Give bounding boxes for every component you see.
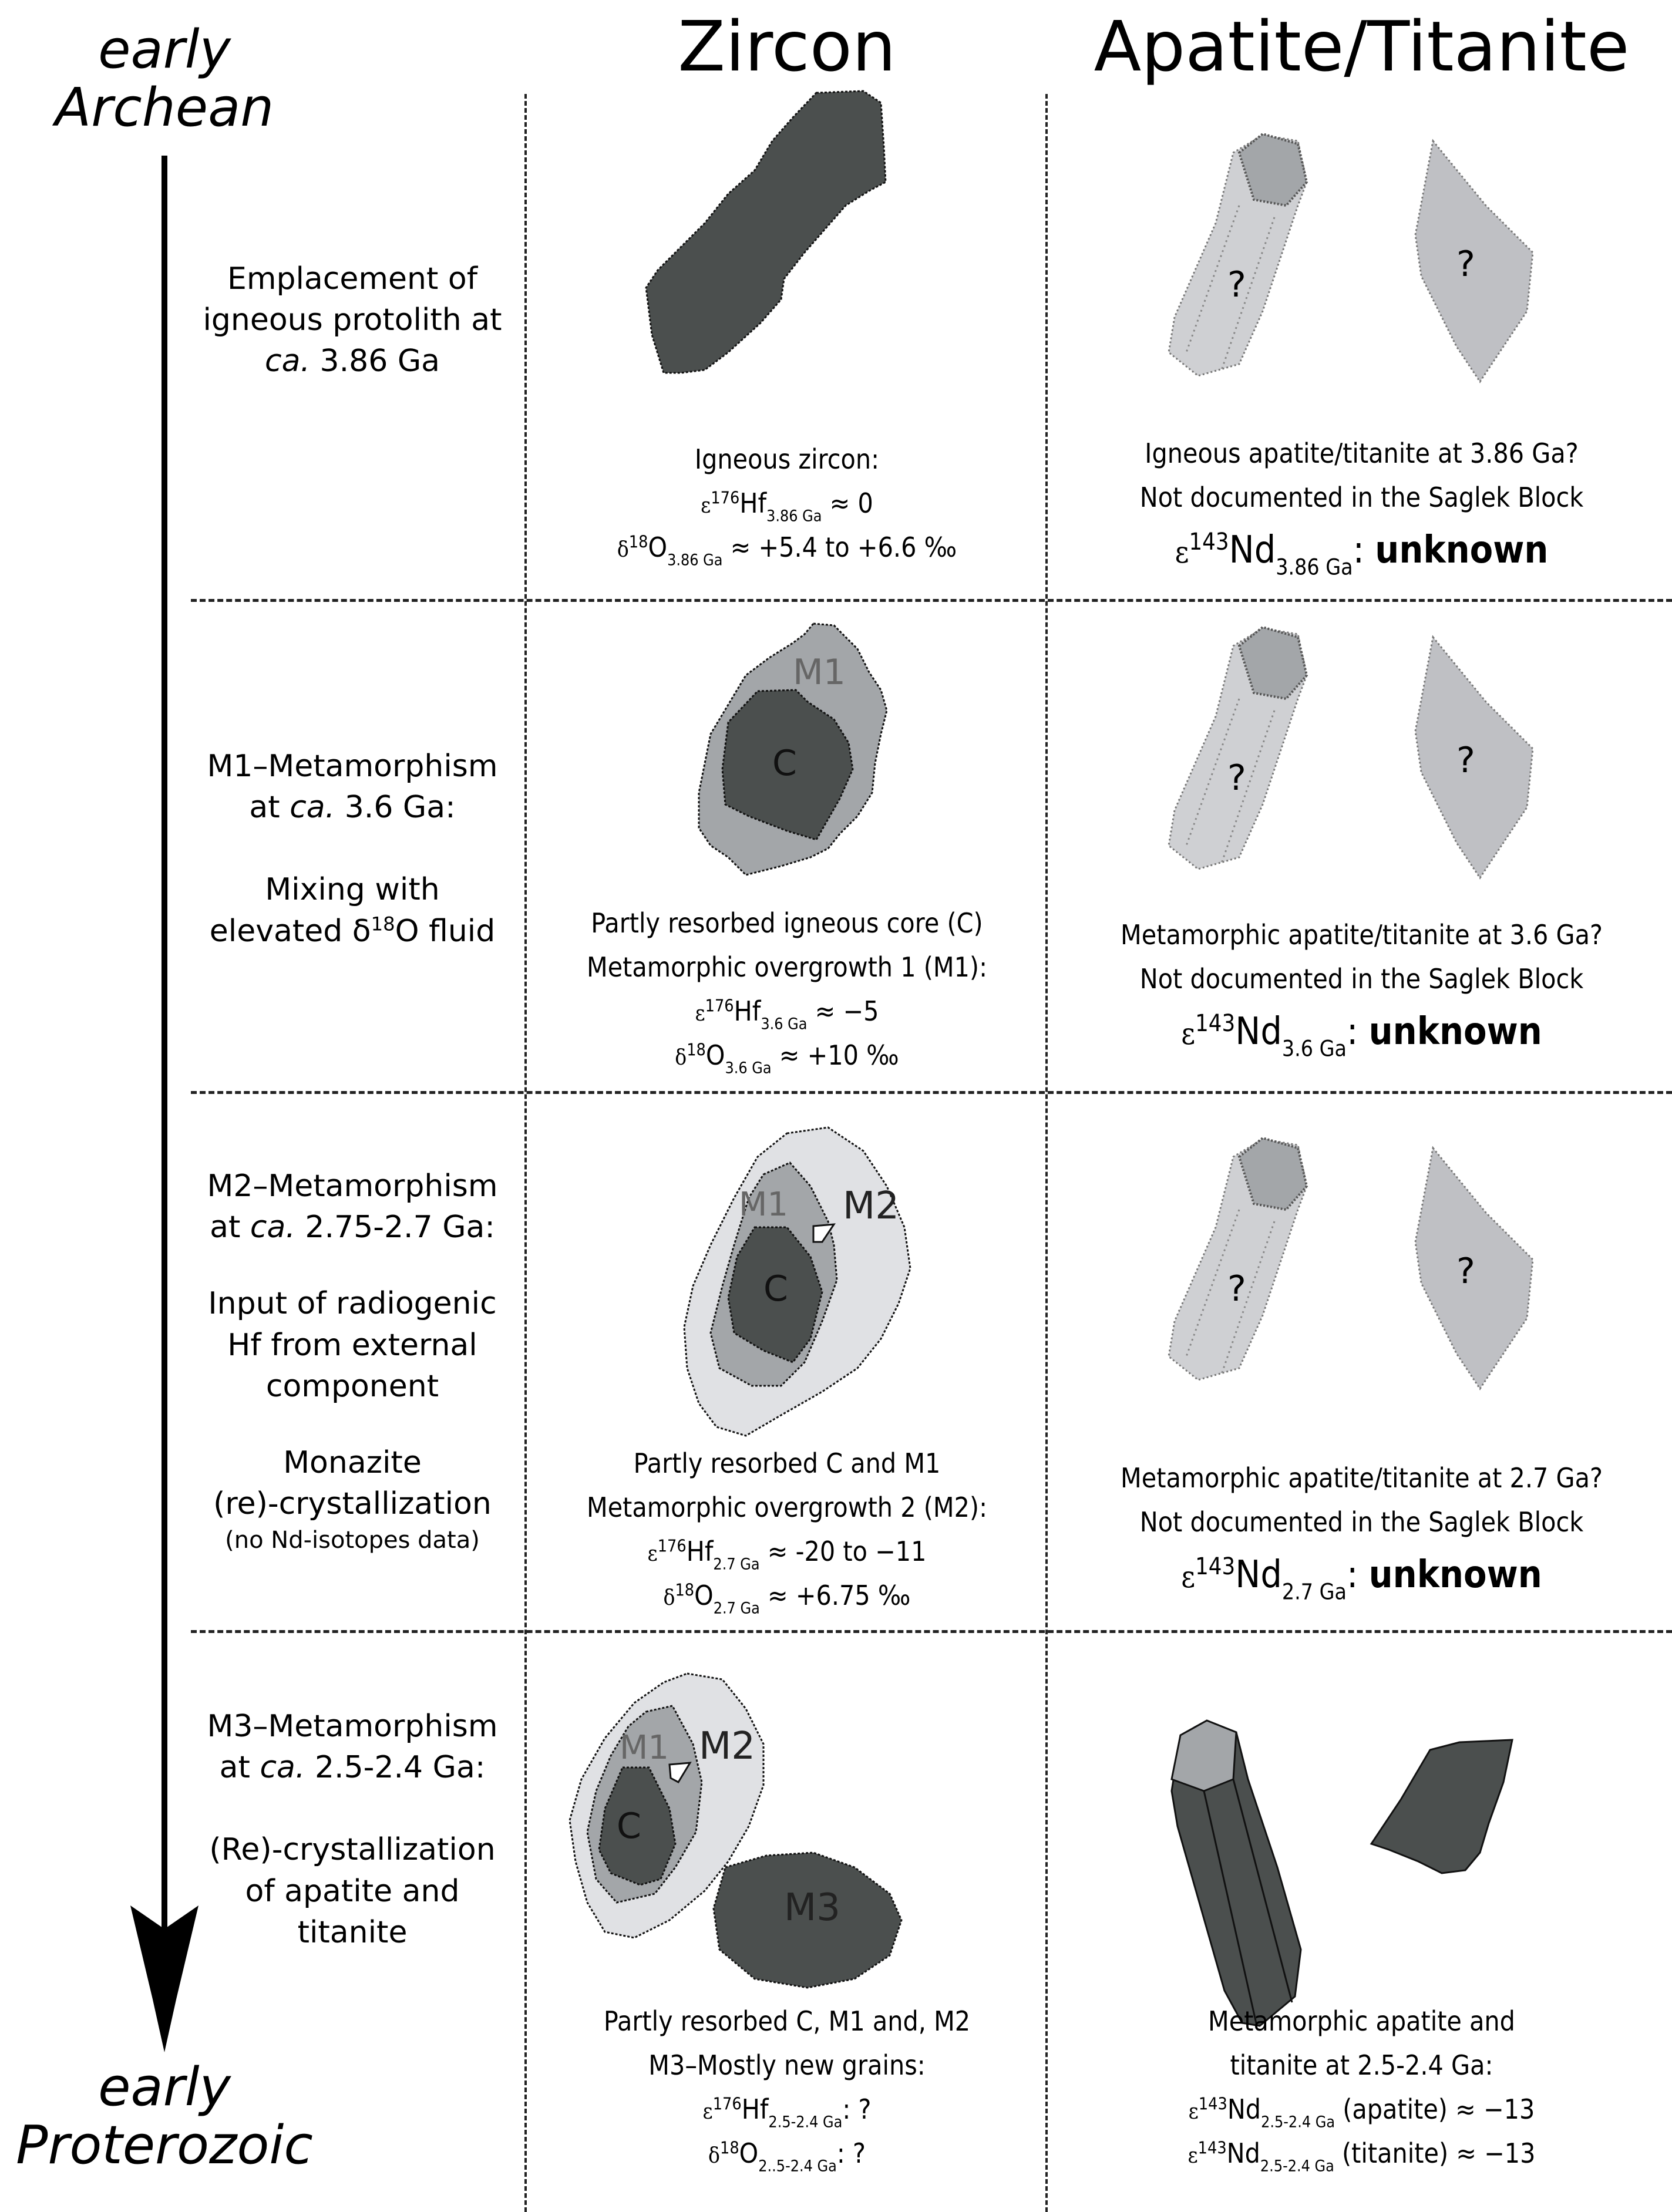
unknown-mark: ? bbox=[1227, 1268, 1246, 1309]
phase-age: 2.5-2.4 Ga: bbox=[305, 1750, 486, 1786]
phase-text: Emplacement of bbox=[227, 261, 478, 297]
nd-value: (apatite) ≈ −13 bbox=[1335, 2093, 1535, 2125]
core-label: C bbox=[772, 743, 797, 784]
phase-text: O fluid bbox=[395, 913, 496, 949]
delta-symbol: δ bbox=[663, 1584, 675, 1610]
apatite-row4-caption bbox=[1082, 1999, 1641, 2176]
nd-isotope-line bbox=[1082, 520, 1641, 581]
age-subscript: 3.86 Ga bbox=[667, 551, 723, 570]
unknown-mark: ? bbox=[1456, 244, 1475, 285]
titanite-wedge-grain-icon bbox=[1409, 1142, 1562, 1400]
element: Hf bbox=[741, 2093, 769, 2125]
era-early-top: early bbox=[98, 19, 231, 80]
zircon-row3-caption bbox=[554, 1442, 1020, 1618]
hf-isotope-line bbox=[554, 2088, 1020, 2132]
phase-text: at bbox=[249, 790, 290, 826]
phase-text: elevated δ bbox=[209, 913, 371, 949]
element: O bbox=[648, 531, 668, 563]
element: Nd bbox=[1229, 528, 1276, 572]
ca-italic: ca. bbox=[250, 1210, 295, 1245]
mass-number: 18 bbox=[687, 1040, 706, 1060]
element: Nd bbox=[1227, 2093, 1261, 2125]
core-label: C bbox=[617, 1806, 641, 1847]
column-header-apatite-titanite: Apatite/Titanite bbox=[1094, 6, 1630, 87]
zircon-m1-m2-grain-icon bbox=[634, 1110, 963, 1439]
timeline-end-label bbox=[0, 2058, 329, 2174]
phase-text bbox=[176, 1747, 529, 1788]
epsilon-symbol: ε bbox=[647, 1540, 658, 1566]
phase-note: (no Nd-isotopes data) bbox=[225, 1527, 480, 1554]
mass-number: 143 bbox=[1195, 1553, 1236, 1581]
nd-value: unknown bbox=[1368, 1009, 1542, 1053]
mass-number: 176 bbox=[705, 996, 734, 1016]
row-divider-3 bbox=[191, 1630, 1672, 1633]
colon: : bbox=[1353, 528, 1375, 572]
mass-number: 176 bbox=[657, 1536, 687, 1556]
caption-line: Partly resorbed C, M1 and, M2 bbox=[603, 2005, 971, 2037]
phase-text: M2–Metamorphism bbox=[207, 1169, 498, 1204]
igneous-zircon-grain-icon bbox=[617, 76, 981, 440]
hf-value: : ? bbox=[842, 2093, 872, 2125]
age-subscript: 2.5-2.4 Ga bbox=[1261, 2113, 1335, 2132]
nd-apatite-line bbox=[1082, 2088, 1641, 2132]
apatite-prism-grain-icon bbox=[1157, 117, 1392, 411]
nd-titanite-line bbox=[1082, 2132, 1641, 2176]
element: Hf bbox=[739, 487, 767, 519]
nd-value: (titanite) ≈ −13 bbox=[1334, 2137, 1536, 2169]
phase-text: at bbox=[210, 1210, 250, 1245]
unknown-mark: ? bbox=[1456, 740, 1475, 781]
colon: : bbox=[1346, 1553, 1369, 1597]
element: O bbox=[694, 1579, 714, 1611]
core-label: C bbox=[763, 1268, 788, 1309]
epsilon-symbol: ε bbox=[1187, 2142, 1198, 2168]
phase-text bbox=[176, 911, 529, 952]
age-subscript: 3.86 Ga bbox=[766, 507, 822, 526]
apatite-row2-caption bbox=[1082, 913, 1641, 1062]
phase-text: igneous protolith at bbox=[203, 302, 502, 338]
caption-line: Not documented in the Saglek Block bbox=[1139, 481, 1584, 513]
apatite-prism-grain-icon bbox=[1157, 1122, 1392, 1415]
epsilon-symbol: ε bbox=[1181, 1559, 1196, 1595]
phase-m1-metamorphism bbox=[176, 746, 529, 952]
caption-line: Partly resorbed igneous core (C) bbox=[591, 907, 983, 939]
phase-text: at bbox=[219, 1750, 260, 1786]
phase-age: 2.75-2.7 Ga: bbox=[295, 1210, 495, 1245]
phase-text: Monazite bbox=[283, 1445, 422, 1480]
phase-m3-metamorphism bbox=[176, 1706, 529, 1953]
age-subscript: 3.86 Ga bbox=[1276, 554, 1353, 580]
mass-number: 18 bbox=[628, 532, 648, 552]
hf-isotope-line bbox=[554, 482, 1020, 526]
o-isotope-line bbox=[554, 2132, 1020, 2176]
age-subscript: 3.6 Ga bbox=[725, 1059, 772, 1078]
element: Hf bbox=[734, 995, 761, 1027]
nd-value: unknown bbox=[1375, 528, 1549, 572]
o-value: ≈ +5.4 to +6.6 ‰ bbox=[722, 531, 957, 563]
age-subscript: 3.6 Ga bbox=[1281, 1036, 1347, 1062]
age-subscript: 2.7 Ga bbox=[713, 1555, 760, 1574]
titanite-wedge-grain-icon bbox=[1409, 135, 1562, 393]
zircon-row4-caption bbox=[554, 1999, 1020, 2176]
zircon-row1-caption bbox=[554, 437, 1020, 570]
caption-line: Metamorphic apatite and bbox=[1208, 2005, 1515, 2037]
phase-text: Mixing with bbox=[265, 872, 440, 908]
mass-number: 176 bbox=[712, 2094, 742, 2114]
hf-isotope-line bbox=[554, 1530, 1020, 1574]
zircon-m3-new-grain-icon bbox=[702, 1844, 913, 1996]
epsilon-symbol: ε bbox=[1175, 534, 1189, 570]
o-isotope-line bbox=[554, 1033, 1020, 1078]
epsilon-symbol: ε bbox=[1181, 1016, 1196, 1052]
element: Nd bbox=[1235, 1009, 1282, 1053]
caption-title: Igneous zircon: bbox=[694, 443, 880, 475]
m2-label: M2 bbox=[699, 1725, 755, 1768]
zircon-row2-caption bbox=[554, 901, 1020, 1078]
ca-italic: ca. bbox=[290, 790, 335, 826]
colon: : bbox=[1346, 1009, 1369, 1053]
phase-age: 3.6 Ga: bbox=[335, 790, 456, 826]
element: Nd bbox=[1226, 2137, 1260, 2169]
unknown-mark: ? bbox=[1456, 1251, 1475, 1292]
titanite-wedge-grain-icon bbox=[1409, 631, 1562, 890]
apatite-prism-grain-icon bbox=[1157, 611, 1392, 904]
phase-text: (Re)-crystallization bbox=[209, 1832, 496, 1868]
mass-number: 176 bbox=[711, 488, 740, 508]
mass-number: 143 bbox=[1195, 1010, 1236, 1038]
era-early-bottom: early bbox=[98, 2056, 231, 2118]
caption-line: Partly resorbed C and M1 bbox=[633, 1447, 941, 1479]
caption-line: Igneous apatite/titanite at 3.86 Ga? bbox=[1145, 437, 1579, 469]
phase-text bbox=[176, 341, 529, 382]
epsilon-symbol: ε bbox=[702, 2098, 713, 2124]
mass-number: 18 bbox=[719, 2138, 739, 2158]
phase-text: Hf from external bbox=[227, 1327, 477, 1363]
epsilon-symbol: ε bbox=[695, 1000, 705, 1026]
age-subscript: 2.7 Ga bbox=[1281, 1579, 1347, 1605]
delta-symbol: δ bbox=[617, 536, 629, 562]
era-archean: Archean bbox=[55, 77, 274, 139]
m2-label: M2 bbox=[843, 1184, 899, 1228]
nd-value: unknown bbox=[1368, 1553, 1542, 1597]
o-value: : ? bbox=[836, 2137, 866, 2169]
unknown-mark: ? bbox=[1227, 757, 1246, 799]
m1-label: M1 bbox=[620, 1729, 669, 1767]
age-subscript: 3.6 Ga bbox=[761, 1015, 808, 1033]
delta-symbol: δ bbox=[675, 1044, 687, 1070]
mass-number: 143 bbox=[1197, 2138, 1227, 2158]
o-isotope-line bbox=[554, 1574, 1020, 1618]
unknown-mark: ? bbox=[1227, 264, 1246, 305]
m3-label: M3 bbox=[784, 1886, 840, 1930]
m1-label: M1 bbox=[793, 652, 846, 693]
caption-line: Not documented in the Saglek Block bbox=[1139, 1506, 1584, 1538]
phase-text: M1–Metamorphism bbox=[207, 749, 498, 784]
era-proterozoic: Proterozoic bbox=[16, 2115, 313, 2176]
delta-symbol: δ bbox=[708, 2142, 720, 2168]
phase-text: of apatite and bbox=[245, 1873, 460, 1909]
row-divider-1 bbox=[191, 599, 1672, 602]
caption-line: Metamorphic overgrowth 2 (M2): bbox=[586, 1491, 988, 1523]
timeline-start-label bbox=[0, 21, 329, 137]
phase-text: (re)-crystallization bbox=[213, 1486, 492, 1522]
phase-text: Input of radiogenic bbox=[208, 1286, 497, 1322]
phase-text: titanite bbox=[297, 1914, 408, 1950]
hf-value: ≈ −5 bbox=[807, 995, 879, 1027]
element: O bbox=[705, 1039, 725, 1071]
phase-text bbox=[176, 1207, 529, 1248]
o-value: ≈ +6.75 ‰ bbox=[759, 1579, 911, 1611]
hf-isotope-line bbox=[554, 989, 1020, 1033]
phase-m2-metamorphism bbox=[176, 1166, 529, 1556]
phase-text bbox=[176, 787, 529, 828]
element: Nd bbox=[1235, 1553, 1282, 1597]
age-subscript: 2..5-2.4 Ga bbox=[758, 2157, 837, 2176]
caption-line: Metamorphic apatite/titanite at 2.7 Ga? bbox=[1121, 1462, 1603, 1494]
o-isotope-line bbox=[554, 526, 1020, 570]
titanite-metamorphic-wedge-icon bbox=[1365, 1735, 1530, 1900]
phase-text: M3–Metamorphism bbox=[207, 1709, 498, 1744]
o-value: ≈ +10 ‰ bbox=[771, 1039, 899, 1071]
caption-line: Not documented in the Saglek Block bbox=[1139, 962, 1584, 995]
mass-number: 18 bbox=[371, 913, 395, 935]
apatite-row3-caption bbox=[1082, 1456, 1641, 1605]
age-subscript: 2.5-2.4 Ga bbox=[768, 2113, 843, 2132]
column-divider-2 bbox=[1045, 94, 1048, 2212]
row-divider-2 bbox=[191, 1091, 1672, 1094]
mass-number: 18 bbox=[675, 1580, 695, 1600]
mass-number: 143 bbox=[1198, 2094, 1227, 2114]
caption-line: Metamorphic overgrowth 1 (M1): bbox=[586, 951, 988, 983]
caption-line: Metamorphic apatite/titanite at 3.6 Ga? bbox=[1121, 919, 1603, 951]
age-subscript: 2.7 Ga bbox=[713, 1599, 760, 1618]
caption-line: M3–Mostly new grains: bbox=[648, 2049, 926, 2081]
phase-age: 3.86 Ga bbox=[309, 344, 440, 379]
apatite-row1-caption bbox=[1082, 432, 1641, 581]
epsilon-symbol: ε bbox=[1188, 2098, 1199, 2124]
m1-label: M1 bbox=[739, 1186, 788, 1224]
ca-italic: ca. bbox=[265, 344, 310, 379]
hf-value: ≈ 0 bbox=[822, 487, 873, 519]
nd-isotope-line bbox=[1082, 1001, 1641, 1062]
element: O bbox=[739, 2137, 759, 2169]
ca-italic: ca. bbox=[260, 1750, 305, 1786]
caption-line: titanite at 2.5-2.4 Ga: bbox=[1230, 2049, 1493, 2081]
nd-isotope-line bbox=[1082, 1544, 1641, 1605]
epsilon-symbol: ε bbox=[701, 492, 711, 518]
column-header-zircon: Zircon bbox=[678, 6, 896, 87]
phase-text: component bbox=[265, 1368, 439, 1404]
element: Hf bbox=[686, 1535, 714, 1567]
mass-number: 143 bbox=[1189, 528, 1229, 556]
phase-emplacement bbox=[176, 258, 529, 382]
zircon-m1-grain-icon bbox=[646, 617, 910, 881]
age-subscript: 2.5-2.4 Ga bbox=[1260, 2157, 1334, 2176]
hf-value: ≈ -20 to −11 bbox=[759, 1535, 927, 1567]
